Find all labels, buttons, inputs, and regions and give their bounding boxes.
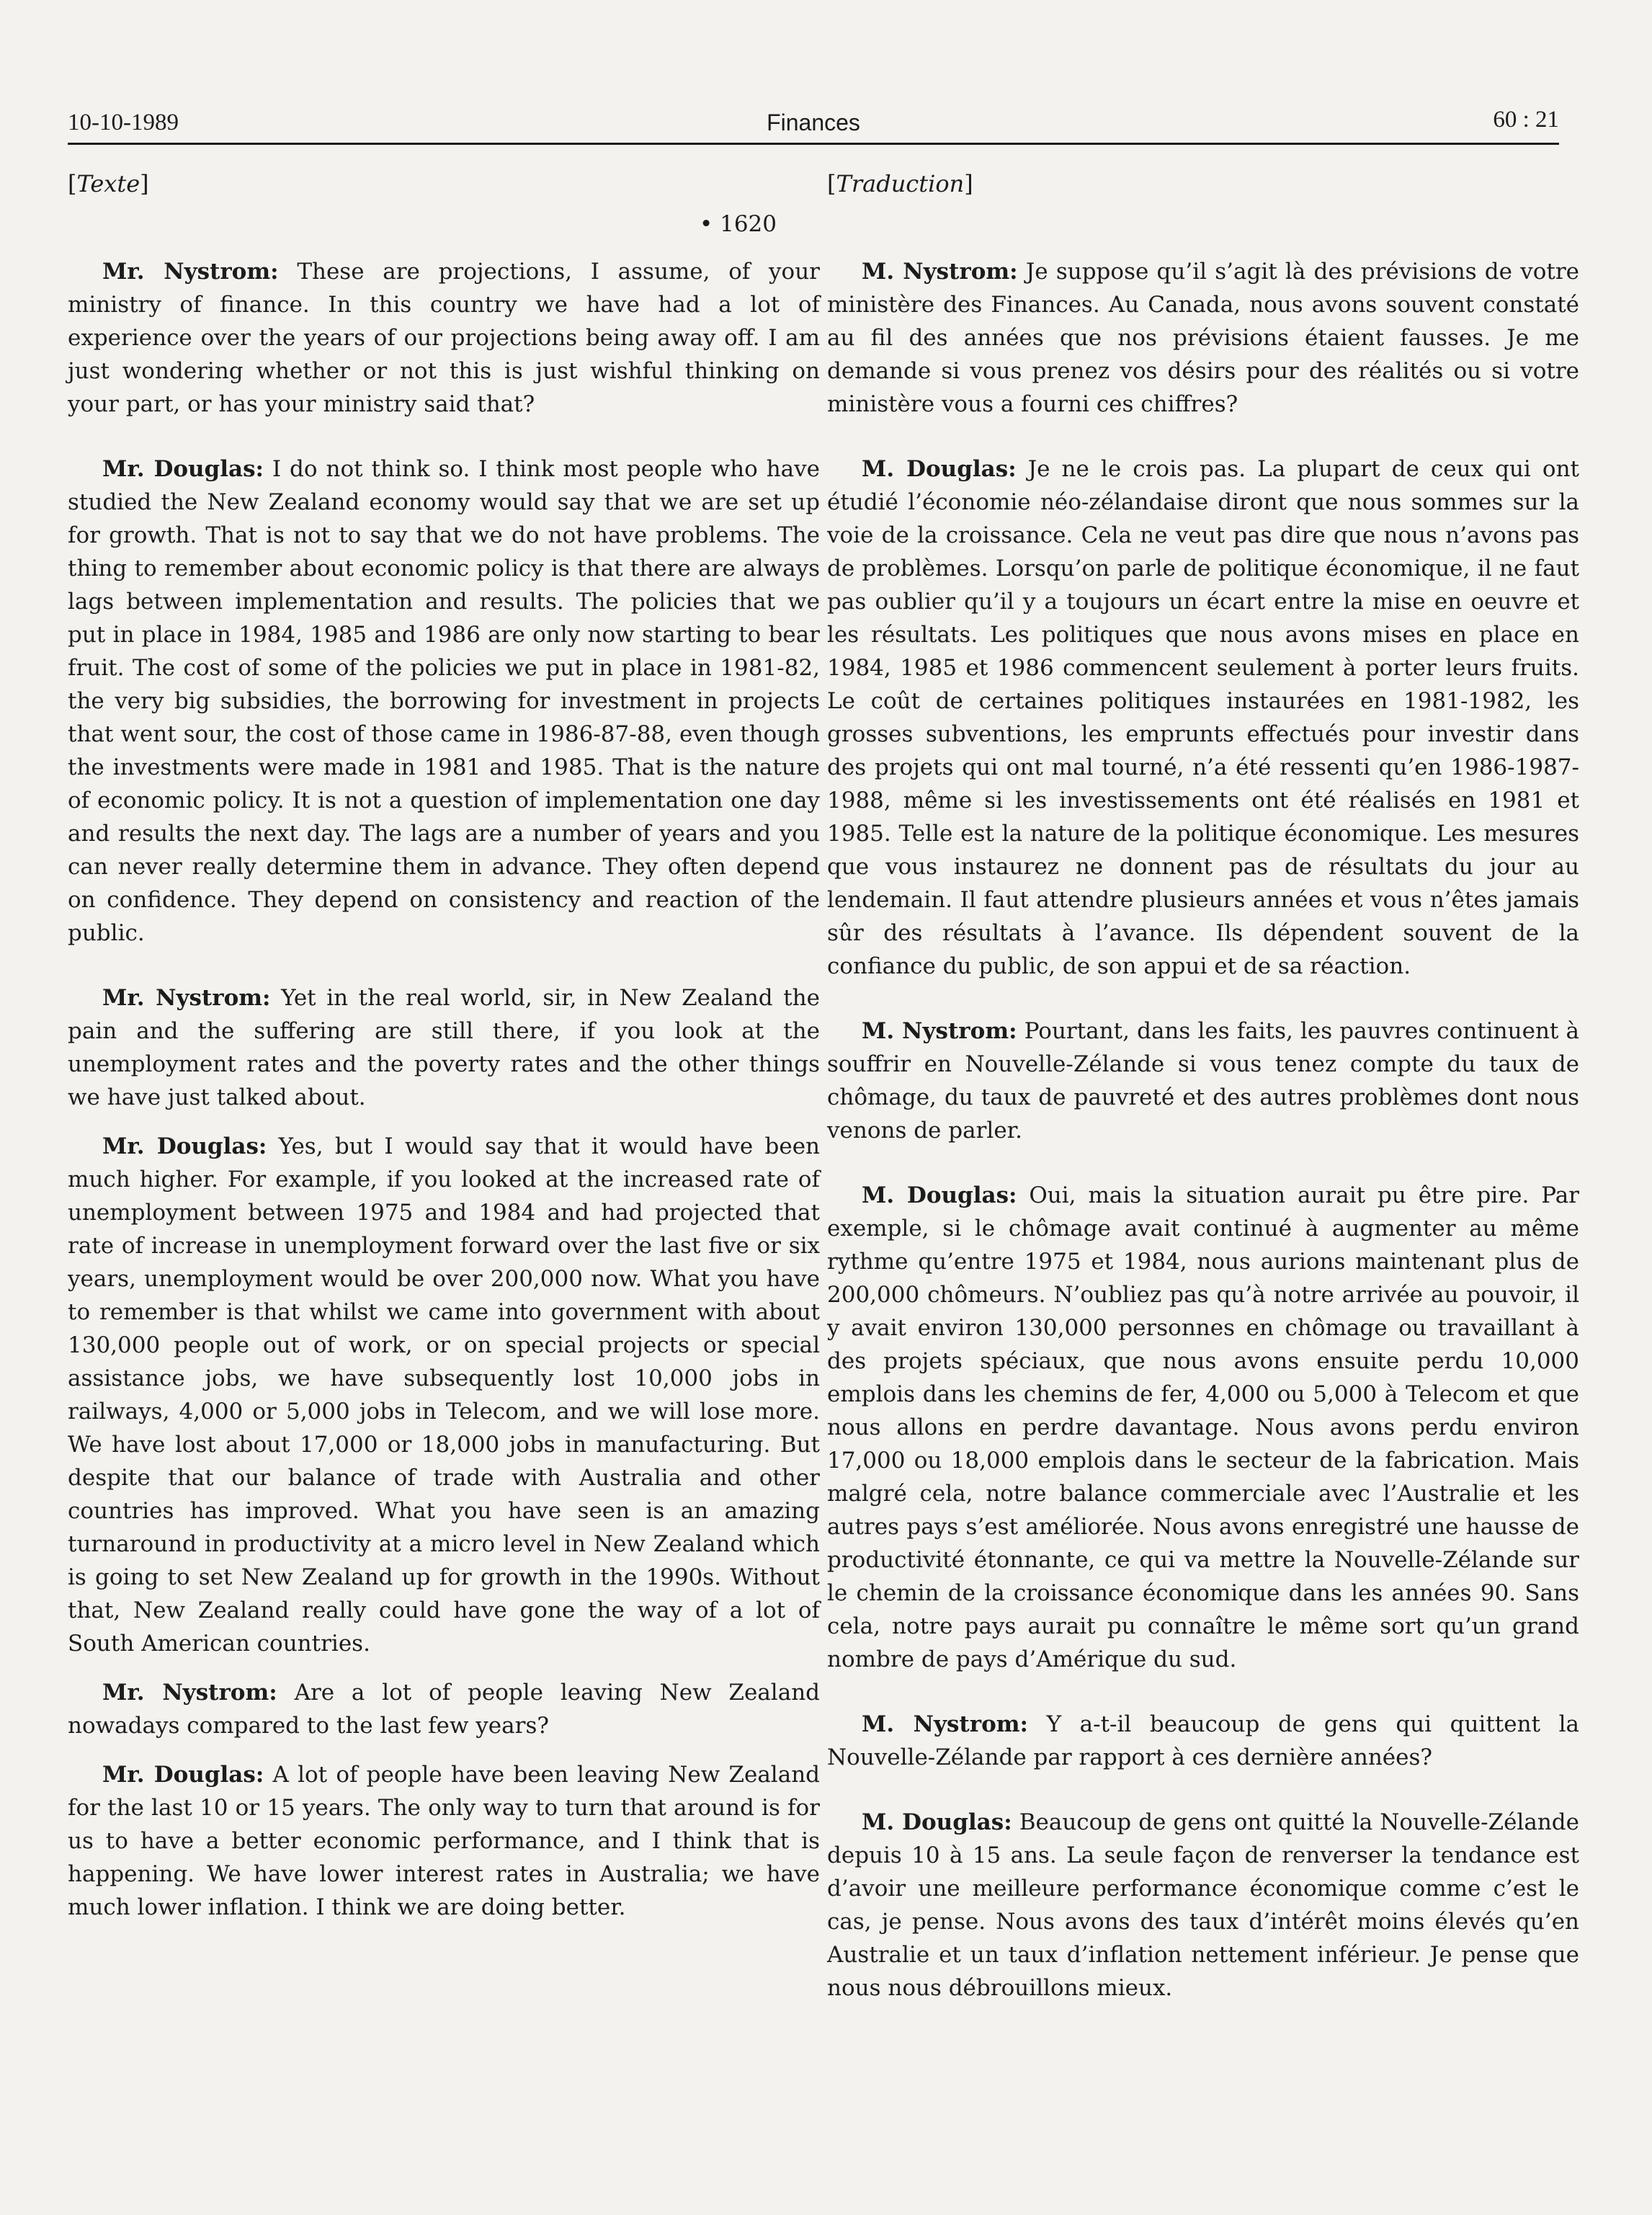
speech-text: Beaucoup de gens ont quitté la Nouvelle-Zélande depuis 10 à 15 ans. La seule façon de renverser la tendance est d’avoir une meilleure performance économique comme c’est le cas, je pense. Nous avons des taux d’intérêt moins élevés qu’en Australie et un taux d’inflation nettement inférieur. Je pense que nous nous débrouillons mieux. [827,1809,1579,2001]
speech-text: Are a lot of people leaving New Zealand nowadays compared to the last few years? [68,1680,821,1739]
speech-paragraph [827,453,1579,983]
speech-text: A lot of people have been leaving New Zealand for the last 10 or 15 years. The only way to turn that around is for us to have a better economic performance, and I think that is happening. We have lower interest rates in Australia; we have much lower inflation. I think we are doing better. [68,1762,821,1920]
speech-paragraph [827,255,1579,421]
timestamp: • 1620 [699,211,777,237]
speech-paragraph [827,1179,1579,1676]
speech-text: Yes, but I would say that it would have been much higher. For example, if you looked at the increased rate of unemployment between 1975 and 1984 and had projected that rate of increase in unemployment forward over the last five or six years, unemployment would be over 200,000 now. What you have to remember is that whilst we came into government with about 130,000 people out of work, or on special projects or special assistance jobs, we have subsequently lost 10,000 jobs in railways, 4,000 or 5,000 jobs in Telecom, and we will lose more. We have lost about 17,000 or 18,000 jobs in manufacturing. But despite that our balance of trade with Australia and other countries has improved. What you have seen is an amazing turnaround in productivity at a micro level in New Zealand which is going to set New Zealand up for growth in the 1990s. Without that, New Zealand really could have gone the way of a lot of South American countries. [68,1133,821,1657]
header-title: Finances [767,110,860,135]
page-header [68,101,1559,144]
speech-paragraph [68,255,820,421]
english-column [68,167,820,1956]
speech-paragraph [827,1708,1579,1774]
speech-text: Je ne le crois pas. La plupart de ceux qui ont étudié l’économie néo-zélandaise diront que nous sommes sur la voie de la croissance. Cela ne veut pas dire que nous n’avons pas de problèmes. Lorsqu’on parle de politique économique, il ne faut pas oublier qu’il y a toujours un écart entre la mise en oeuvre et les résultats. Les politiques que nous avons mises en place en 1984, 1985 et 1986 commencent seulement à porter leurs fruits. Le coût de certaines politiques instaurées en 1981-1982, les grosses subventions, les emprunts effectués pour investir dans des projets qui ont mal tourné, n’a été ressenti qu’en 1986-1987-1988, même si les investissements ont été réalisés en 1981 et 1985. Telle est la nature de la politique économique. Les mesures que vous instaurez ne donnent pas de résultats du jour au lendemain. Il faut attendre plusieurs années et vous n’êtes jamais sûr des résultats à l’avance. Ils dépendent souvent de la confiance du public, de son appui et de sa réaction. [827,456,1579,979]
speaker-name: Mr. Douglas: [102,1133,267,1159]
speech-paragraph [68,1676,820,1742]
speaker-name: Mr. Nystrom: [102,259,279,285]
speech-paragraph [68,453,820,950]
speaker-name: Mr. Douglas: [102,1762,264,1788]
header-page-ref: 60 : 21 [1493,107,1559,133]
speech-paragraph [68,1130,820,1660]
column-label-traduction: [Traduction] [827,170,973,197]
speech-paragraph [827,1806,1579,2005]
header-divider [68,143,1559,145]
speaker-name: Mr. Nystrom: [102,1680,277,1706]
column-label-texte: [Texte] [68,170,149,197]
speaker-name: M. Nystrom: [862,1018,1017,1044]
speech-paragraph [68,1758,820,1924]
speaker-name: Mr. Douglas: [102,456,264,482]
speech-text: Pourtant, dans les faits, les pauvres continuent à souffrir en Nouvelle-Zélande si vous tenez compte du taux de chômage, du taux de pauvreté et des autres problèmes dont nous venons de parler. [827,1018,1579,1144]
speech-text: Yet in the real world, sir, in New Zealand the pain and the suffering are still there, if you look at the unemployment rates and the poverty rates and the other things we have just talked about. [68,985,820,1110]
speech-text: I do not think so. I think most people who have studied the New Zealand economy would say that we are set up for growth. That is not to say that we do not have problems. The thing to remember about economic policy is that there are always lags between implementation and results. The policies that we put in place in 1984, 1985 and 1986 are only now starting to bear fruit. The cost of some of the policies we put in place in 1981-82, the very big subsidies, the borrowing for investment in projects that went sour, the cost of those came in 1986-87-88, even though the investments were made in 1981 and 1985. That is the nature of economic policy. It is not a question of implementation one day and results the next day. The lags are a number of years and you can never really determine them in advance. They often depend on confidence. They depend on consistency and reaction of the public. [68,456,821,946]
speech-paragraph [827,1015,1579,1147]
speaker-name: M. Nystrom: [862,259,1018,285]
speaker-name: M. Douglas: [862,456,1017,482]
speaker-name: M. Nystrom: [862,1711,1028,1737]
french-column [827,167,1579,2036]
speech-paragraph [68,981,820,1114]
speech-text: Je suppose qu’il s’agit là des prévisions de votre ministère des Finances. Au Canada, nous avons souvent constaté au fil des années que nos prévisions étaient fausses. Je me demande si vous prenez vos désirs pour des réalités ou si votre ministère vous a fourni ces chiffres? [827,259,1580,417]
header-date: 10-10-1989 [68,110,179,135]
speaker-name: M. Douglas: [862,1809,1012,1835]
speech-text: Oui, mais la situation aurait pu être pire. Par exemple, si le chômage avait continué à augmenter au même rythme qu’entre 1975 et 1984, nous aurions maintenant plus de 200,000 chômeurs. N’oubliez pas qu’à notre arrivée au pouvoir, il y avait environ 130,000 personnes en chômage ou travaillant à des projets spéciaux, que nous avons ensuite perdu 10,000 emplois dans les chemins de fer, 4,000 ou 5,000 à Telecom et que nous allons en perdre davantage. Nous avons perdu environ 17,000 ou 18,000 emplois dans le secteur de la fabrication. Mais malgré cela, notre balance commerciale avec l’Australie et les autres pays s’est améliorée. Nous avons enregistré une hausse de productivité étonnante, ce qui va mettre la Nouvelle-Zélande sur le chemin de la croissance économique dans les années 90. Sans cela, notre pays aurait pu connaître le même sort qu’un grand nombre de pays d’Amérique du sud. [827,1182,1580,1672]
speech-text: Y a-t-il beaucoup de gens qui quittent la Nouvelle-Zélande par rapport à ces dernière années? [827,1711,1580,1770]
speaker-name: M. Douglas: [862,1182,1017,1208]
speech-text: These are projections, I assume, of your ministry of finance. In this country we have had a lot of experience over the years of our projections being away off. I am just wondering whether or not this is just wishful thinking on your part, or has your ministry said that? [68,259,820,417]
speaker-name: Mr. Nystrom: [102,985,271,1011]
